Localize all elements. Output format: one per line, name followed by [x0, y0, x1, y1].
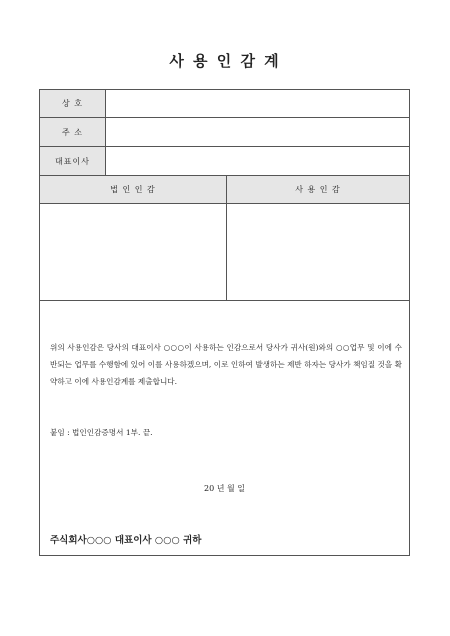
declaration-text: 위의 사용인감은 당사의 대표이사 ○○○이 사용하는 인감으로서 당사가 귀사(원)와의 ○○업무 및 이에 수반되는 업무를 수행함에 있어 이를 사용하겠으며, 이로 인하여 발생하는 제반 하자는 당사가 책임질 것을 확약하고 이에 사용인감계를 제출합니다. — [50, 343, 402, 386]
usage-seal-header: 사 용 인 감 — [227, 176, 409, 203]
address-label: 주 소 — [40, 118, 106, 146]
corporate-seal-header: 법 인 인 감 — [40, 176, 227, 203]
seal-header-row — [40, 176, 409, 204]
ceo-label: 대표이사 — [40, 147, 106, 175]
ceo-row — [40, 147, 409, 176]
attachment-note: 붙임 : 법인인감증명서 1부. 끝. — [50, 428, 153, 437]
signature-line: 주식회사○○○ 대표이사 ○○○ 귀하 — [50, 535, 202, 546]
seal-box-row — [40, 204, 409, 301]
company-field[interactable] — [106, 90, 409, 117]
date-line: 20 년 월 일 — [204, 484, 245, 493]
corporate-seal-box[interactable] — [40, 204, 227, 300]
document-title: 사 용 인 감 계 — [169, 52, 281, 70]
company-row — [40, 90, 409, 118]
address-row — [40, 118, 409, 147]
company-label: 상 호 — [40, 90, 106, 117]
usage-seal-box[interactable] — [227, 204, 409, 300]
address-field[interactable] — [106, 118, 409, 146]
ceo-field[interactable] — [106, 147, 409, 175]
form-frame — [39, 89, 410, 556]
